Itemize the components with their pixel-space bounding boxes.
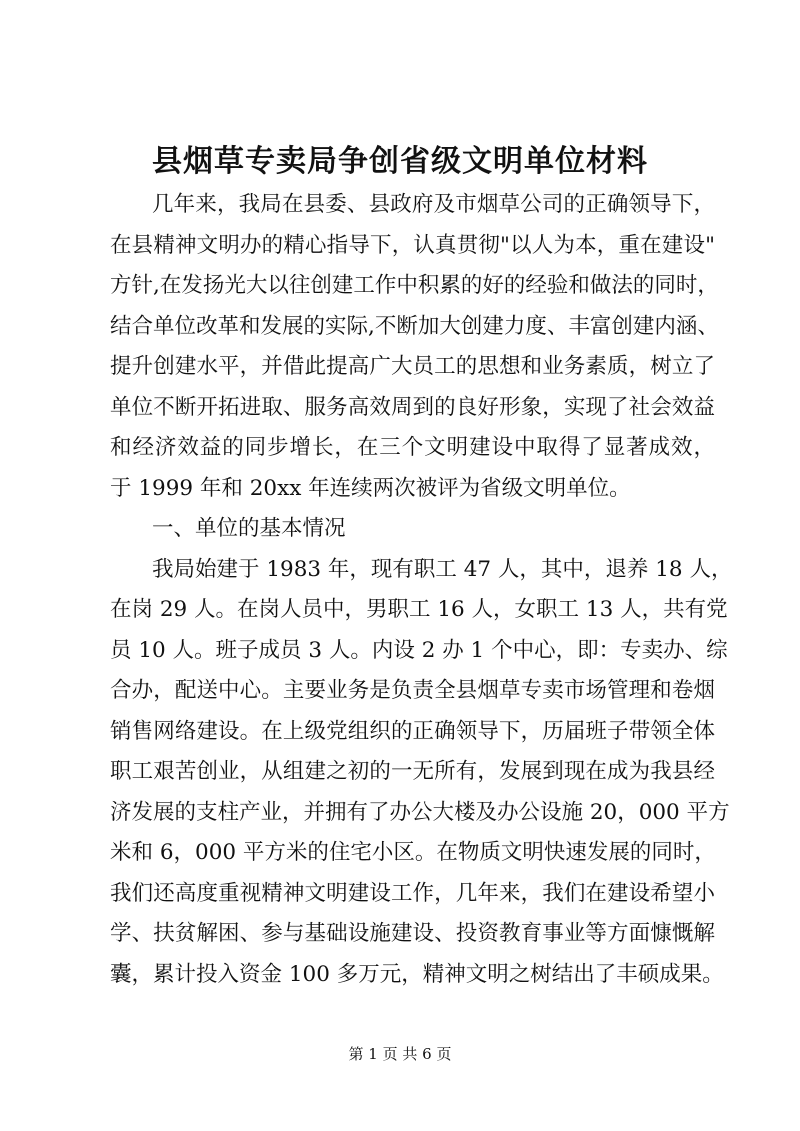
paragraph-line: 米和 6，000 平方米的住宅小区。在物质文明快速发展的同时，: [110, 840, 716, 865]
page-number: 第 1 页 共 6 页: [348, 1045, 452, 1063]
paragraph-line: 于 1999 年和 20xx 年连续两次被评为省级文明单位。: [110, 475, 631, 501]
paragraph-line: 我们还高度重视精神文明建设工作，几年来，我们在建设希望小: [110, 880, 715, 906]
document-body: [110, 185, 733, 995]
section-heading: 一、单位的基本情况: [152, 516, 346, 541]
paragraph-line: 济发展的支柱产业，并拥有了办公大楼及办公设施 20，000 平方: [110, 799, 730, 825]
paragraph-line: 和经济效益的同步增长，在三个文明建设中取得了显著成效，: [110, 435, 715, 460]
paragraph-line: 单位不断开拓进取、服务高效周到的良好形象，实现了社会效益: [110, 394, 715, 420]
paragraph-line: 销售网络建设。在上级党组织的正确领导下，历届班子带领全体: [110, 718, 715, 744]
paragraph-line: 囊，累计投入资金 100 多万元，精神文明之树结出了丰硕成果。: [110, 961, 724, 987]
paragraph-line: 在岗 29 人。在岗人员中，男职工 16 人，女职工 13 人，共有党: [110, 597, 728, 622]
paragraph-line: 学、扶贫解困、参与基础设施建设、投资教育事业等方面慷慨解: [110, 921, 715, 946]
paragraph-line: 结合单位改革和发展的实际,不断加大创建力度、丰富创建内涵、: [110, 313, 719, 339]
paragraph-line: 员 10 人。班子成员 3 人。内设 2 办 1 个中心，即：专卖办、综: [110, 637, 728, 663]
paragraph-line: 在县精神文明办的精心指导下，认真贯彻"以人为本，重在建设": [110, 232, 715, 258]
paragraph-line: 几年来，我局在县委、县政府及市烟草公司的正确领导下，: [152, 192, 715, 217]
paragraph-line: 合办，配送中心。主要业务是负责全县烟草专卖市场管理和卷烟: [110, 678, 715, 703]
paragraph-line: 方针,在发扬光大以往创建工作中积累的好的经验和做法的同时，: [110, 273, 719, 298]
document-title: 县烟草专卖局争创省级文明单位材料: [152, 144, 648, 179]
paragraph-line: 提升创建水平，并借此提高广大员工的思想和业务素质，树立了: [110, 354, 715, 379]
paragraph-line: 我局始建于 1983 年，现有职工 47 人，其中，退养 18 人，: [152, 556, 733, 582]
paragraph-line: 职工艰苦创业，从组建之初的一无所有，发展到现在成为我县经: [110, 759, 715, 784]
